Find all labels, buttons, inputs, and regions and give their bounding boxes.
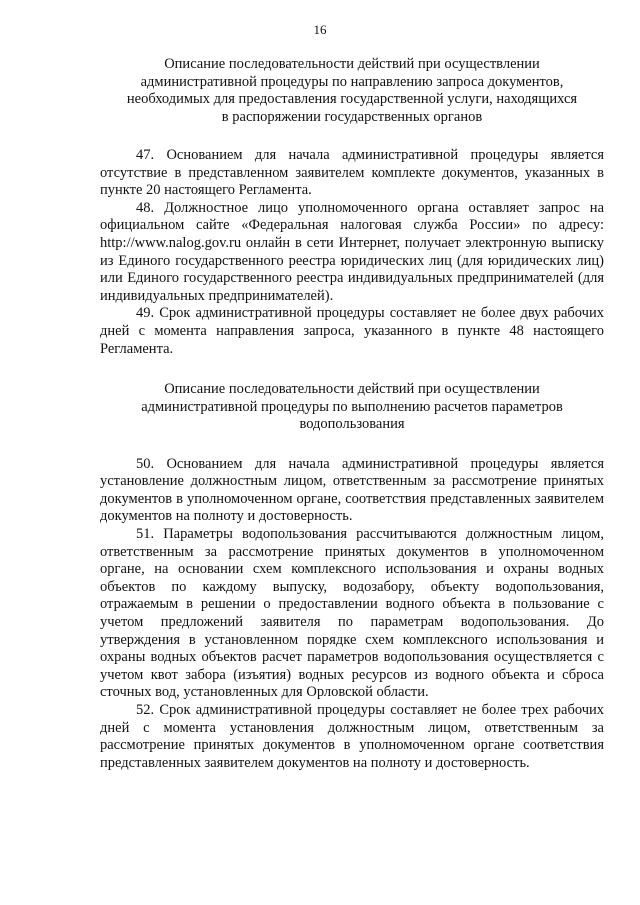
heading-line: Описание последовательности действий при осуществлении [164,381,540,398]
paragraph-51: 51. Параметры водопользования рассчитываются должностным лицом, ответственным за рассмотрение принятых документов в уполномоченном органе, на основании схем комплексного использования и охраны водных объектов по каждому выпуску, водозабору, объекту водопользования, отражаемым в решении о предоставлении водного объекта в пользование с учетом предложений заявителя по параметрам водопользования. До утверждения в установленном порядке схем комплексного использования и охраны водных объектов расчет параметров водопользования осуществляется с учетом квот забора (изъятия) водных ресурсов из водного объекта и сброса сточных вод, установленных для Орловской области. [100,526,604,701]
paragraph-52: 52. Срок административной процедуры составляет не более трех рабочих дней с момента установления должностным лицом, ответственным за рассмотрение принятых документов в уполномоченном органе соответствия представленных заявителем документов на полноту и достоверность. [100,701,604,771]
paragraph-48: 48. Должностное лицо уполномоченного органа оставляет запрос на официальном сайте «Федеральная налоговая служба России» по адресу: http://www.nalog.gov.ru онлайн в сети Интернет, получает электронную выписку из Единого государственного реестра юридических лиц (для юридических лиц) или Единого государственного реестра индивидуальных предпринимателей (для индивидуальных предпринимателей). [100,199,604,304]
document-body [100,56,604,772]
section-heading-document-requests [100,56,604,126]
heading-line: в распоряжении государственных органов [221,108,483,125]
paragraph-49: 49. Срок административной процедуры составляет не более двух рабочих дней с момента направления запроса, указанного в пункте 48 настоящего Регламента. [100,305,604,357]
section-paragraphs-water-use-calculation [100,456,604,773]
paragraph-50: 50. Основанием для начала административной процедуры является установление должностным лицом, ответственным за рассмотрение принятых документов в уполномоченном органе, соответствия представленных заявителем документов на полноту и достоверность. [100,455,604,525]
heading-line: Описание последовательности действий при осуществлении [164,56,540,72]
heading-line: необходимых для предоставления государственной услуги, находящихся [126,91,578,107]
section-paragraphs-document-requests [100,147,604,358]
heading-line: административной процедуры по выполнению расчетов параметров [141,398,563,415]
paragraph-47: 47. Основанием для начала административной процедуры является отсутствие в представленном заявителем комплекте документов, указанных в пункте 20 настоящего Регламента. [100,147,604,199]
heading-line: водопользования [299,416,405,433]
heading-line: административной процедуры по направлению запроса документов, [140,73,564,90]
page-number: 16 [313,22,327,37]
section-heading-water-use-calculation [100,381,604,434]
